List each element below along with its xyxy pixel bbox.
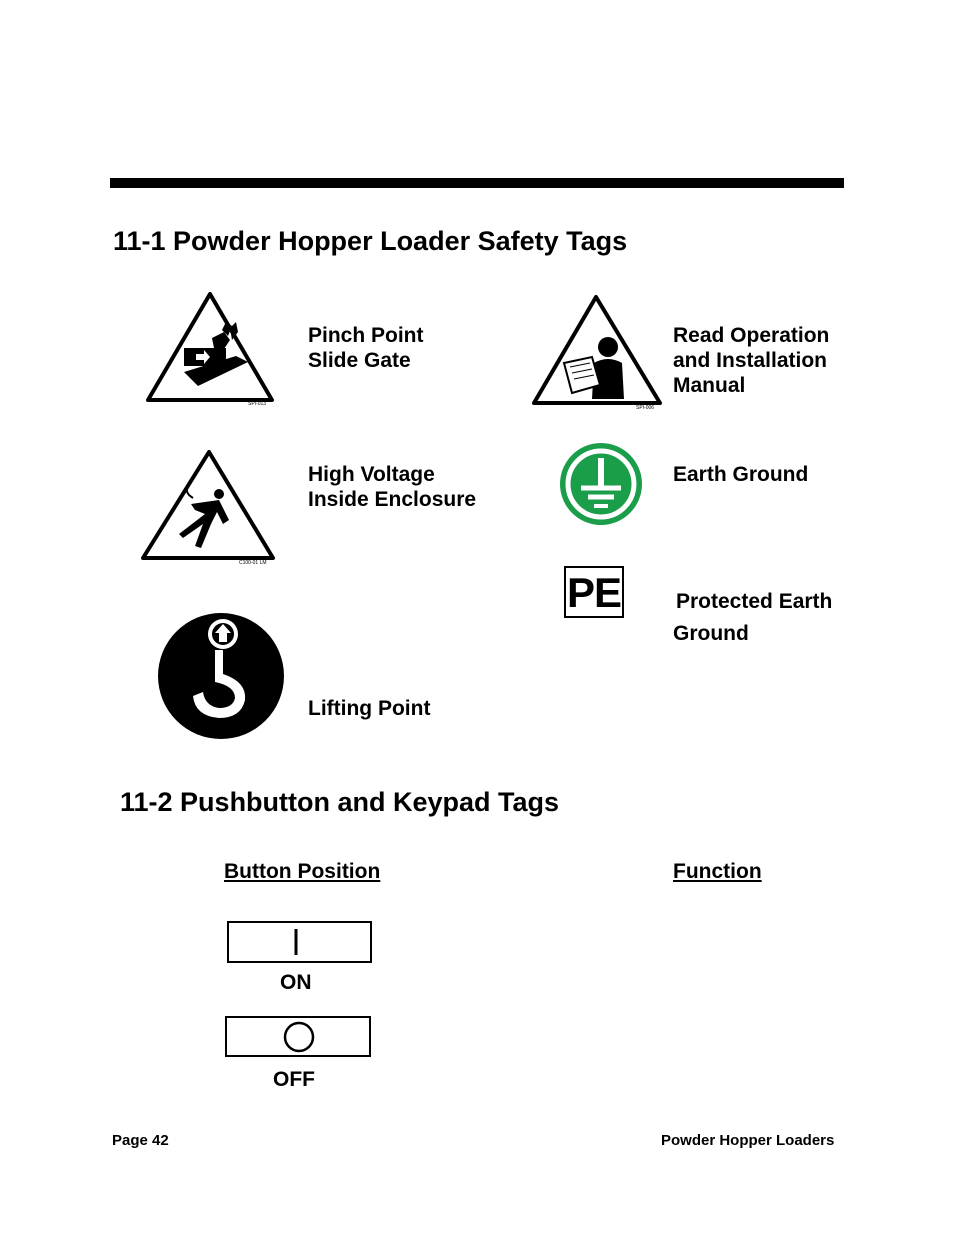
tag-label-read-manual — [673, 323, 829, 398]
read-manual-warning-icon — [530, 293, 665, 413]
column-header-button-position: Button Position — [224, 860, 381, 883]
tag-label-ground: Ground — [673, 622, 749, 645]
tag-label-line: Slide Gate — [308, 349, 411, 372]
tag-label-high-voltage — [308, 462, 476, 512]
high-voltage-warning-icon — [139, 448, 277, 568]
top-rule — [110, 178, 844, 188]
tag-label-line: Manual — [673, 374, 746, 397]
pinch-point-warning-icon — [144, 290, 276, 410]
column-header-function: Function — [673, 860, 762, 883]
off-button-label: OFF — [273, 1068, 315, 1091]
pe-symbol-icon: PE — [564, 566, 624, 618]
tag-label-lifting-point: Lifting Point — [308, 697, 431, 720]
section-1-title: 11-1 Powder Hopper Loader Safety Tags — [113, 226, 628, 256]
on-button-icon — [227, 921, 372, 963]
section-2-title: 11-2 Pushbutton and Keypad Tags — [120, 787, 560, 817]
on-button-label: ON — [280, 971, 312, 994]
tag-label-line: and Installation — [673, 349, 828, 372]
off-button-icon — [225, 1016, 371, 1057]
tag-label-earth-ground: Earth Ground — [673, 463, 809, 486]
footer-page-number: Page 42 — [112, 1132, 169, 1149]
tag-label-line: High Voltage — [308, 463, 435, 486]
high-voltage-code: C100-01 LM — [239, 560, 267, 566]
lifting-hook-icon — [157, 612, 285, 740]
footer-document-title: Powder Hopper Loaders — [661, 1132, 835, 1149]
tag-label-pinch-point — [308, 323, 424, 373]
tag-label-line: Read Operation — [673, 324, 830, 347]
pinch-point-code: SPI-013 — [248, 401, 267, 407]
tag-label-line: Pinch Point — [308, 324, 424, 347]
tag-label-protected-earth: Protected Earth — [676, 590, 833, 613]
earth-ground-icon — [558, 442, 644, 526]
tag-label-line: Inside Enclosure — [308, 488, 477, 511]
read-manual-code: SPI-006 — [636, 405, 655, 411]
